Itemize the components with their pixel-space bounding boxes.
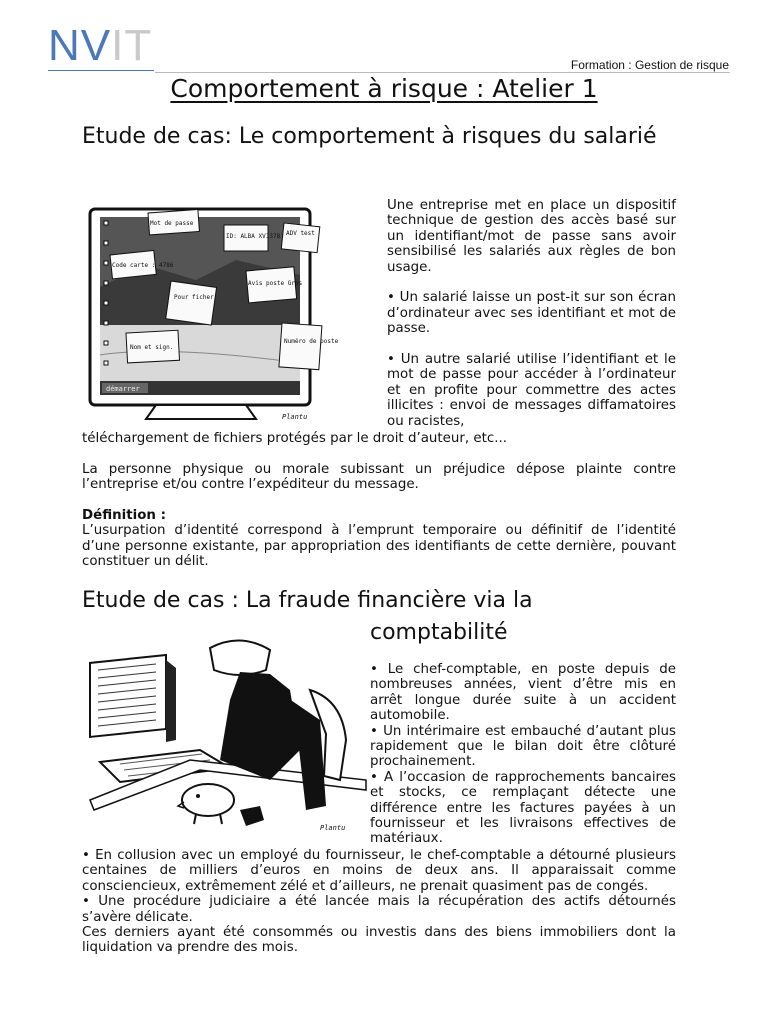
case1-side-text xyxy=(387,198,676,429)
definition-text: L’usurpation d’identité correspond à l’emprunt temporaire ou définitif de l’identité d’une personne existante, par appropriation des identifiants de cette dernière, pouvant constituer un délit. xyxy=(82,523,676,570)
case2-bullet-1: • Le chef-comptable, en poste depuis de nombreuses années, vient d’être mis en arrêt longue durée suite à un accident automobile. xyxy=(370,662,676,724)
illustration-signature: Plantu xyxy=(320,824,346,832)
postit-label: ADV test xyxy=(286,230,315,237)
case1-bullet-2: • Un autre salarié utilise l’identifiant et le mot de passe pour accéder à l’ordinateur et en profite pour commettre des actes illicites : envoi de messages diffamatoires ou racistes, xyxy=(387,352,676,429)
case2-bullet-3: • A l’occasion de rapprochements bancaires et stocks, ce remplaçant détecte une différence entre les factures payées à un fournisseur et les livraisons effectives de matériaux. xyxy=(370,769,676,847)
case1-title: Etude de cas: Le comportement à risques du salarié xyxy=(82,124,657,149)
taskbar-start: démarrer xyxy=(106,385,140,393)
case2-bullet-5: • Une procédure judiciaire a été lancée mais la récupération des actifs détournés s’avère délicate. xyxy=(82,894,676,925)
header-divider xyxy=(155,72,730,73)
illustration-signature: Plantu xyxy=(282,413,308,421)
case2-title-line2: comptabilité xyxy=(370,620,508,645)
formation-label: Formation : Gestion de risque xyxy=(570,58,729,72)
postit-label: Nom et sign. xyxy=(130,344,174,351)
postit-label: Avis poste Gros xyxy=(248,280,303,287)
postit-label: Code carte : 4786 xyxy=(112,262,174,269)
definition-label: Définition : xyxy=(82,508,166,523)
logo-it: IT xyxy=(111,21,153,70)
case1-intro: Une entreprise met en place un dispositif technique de gestion des accès basé sur un identifiant/mot de passe sans avoir sensibilisé les salariés aux règles de bon usage. xyxy=(387,198,676,275)
case1-bullet-2-continuation: téléchargement de fichiers protégés par le droit d’auteur, etc... xyxy=(82,431,508,446)
logo-underline xyxy=(48,70,154,71)
postit-label: Pour ficher xyxy=(174,294,214,301)
case1-body xyxy=(82,431,676,570)
case2-body xyxy=(82,848,676,956)
postit-label: Mot de passe xyxy=(150,220,194,227)
nvit-logo xyxy=(48,22,152,70)
case1-complaint: La personne physique ou morale subissant un préjudice dépose plainte contre l’entreprise et/ou contre l’expéditeur du message. xyxy=(82,461,676,493)
case2-bullet-4: • En collusion avec un employé du fournisseur, le chef-comptable a détourné plusieurs centaines de milliers d’euros en moins de deux ans. Il apparaissait comme consciencieux, extrêmement zélé et d’ailleurs, ne prenait quasiment pas de congés. xyxy=(82,848,676,894)
logo-nv: NV xyxy=(48,21,112,70)
case1-bullet-1: • Un salarié laisse un post-it sur son écran d’ordinateur avec ses identifiant et mot de passe. xyxy=(387,290,676,337)
case2-closing: Ces derniers ayant été consommés ou investis dans des biens immobiliers dont la liquidation va prendre des mois. xyxy=(82,925,676,956)
case2-title-line1: Etude de cas : La fraude financière via la xyxy=(82,588,533,613)
case2-side-text xyxy=(370,662,676,847)
postit-label: Numéro de poste xyxy=(284,338,339,345)
accountant-illustration xyxy=(80,630,366,840)
case2-bullet-2: • Un intérimaire est embauché d’autant plus rapidement que le bilan doit être clôturé prochainement. xyxy=(370,723,676,770)
postit-label: ID: ALBA XV1378 xyxy=(226,233,281,240)
monitor-postit-illustration xyxy=(86,205,339,425)
page-title: Comportement à risque : Atelier 1 xyxy=(170,74,598,103)
